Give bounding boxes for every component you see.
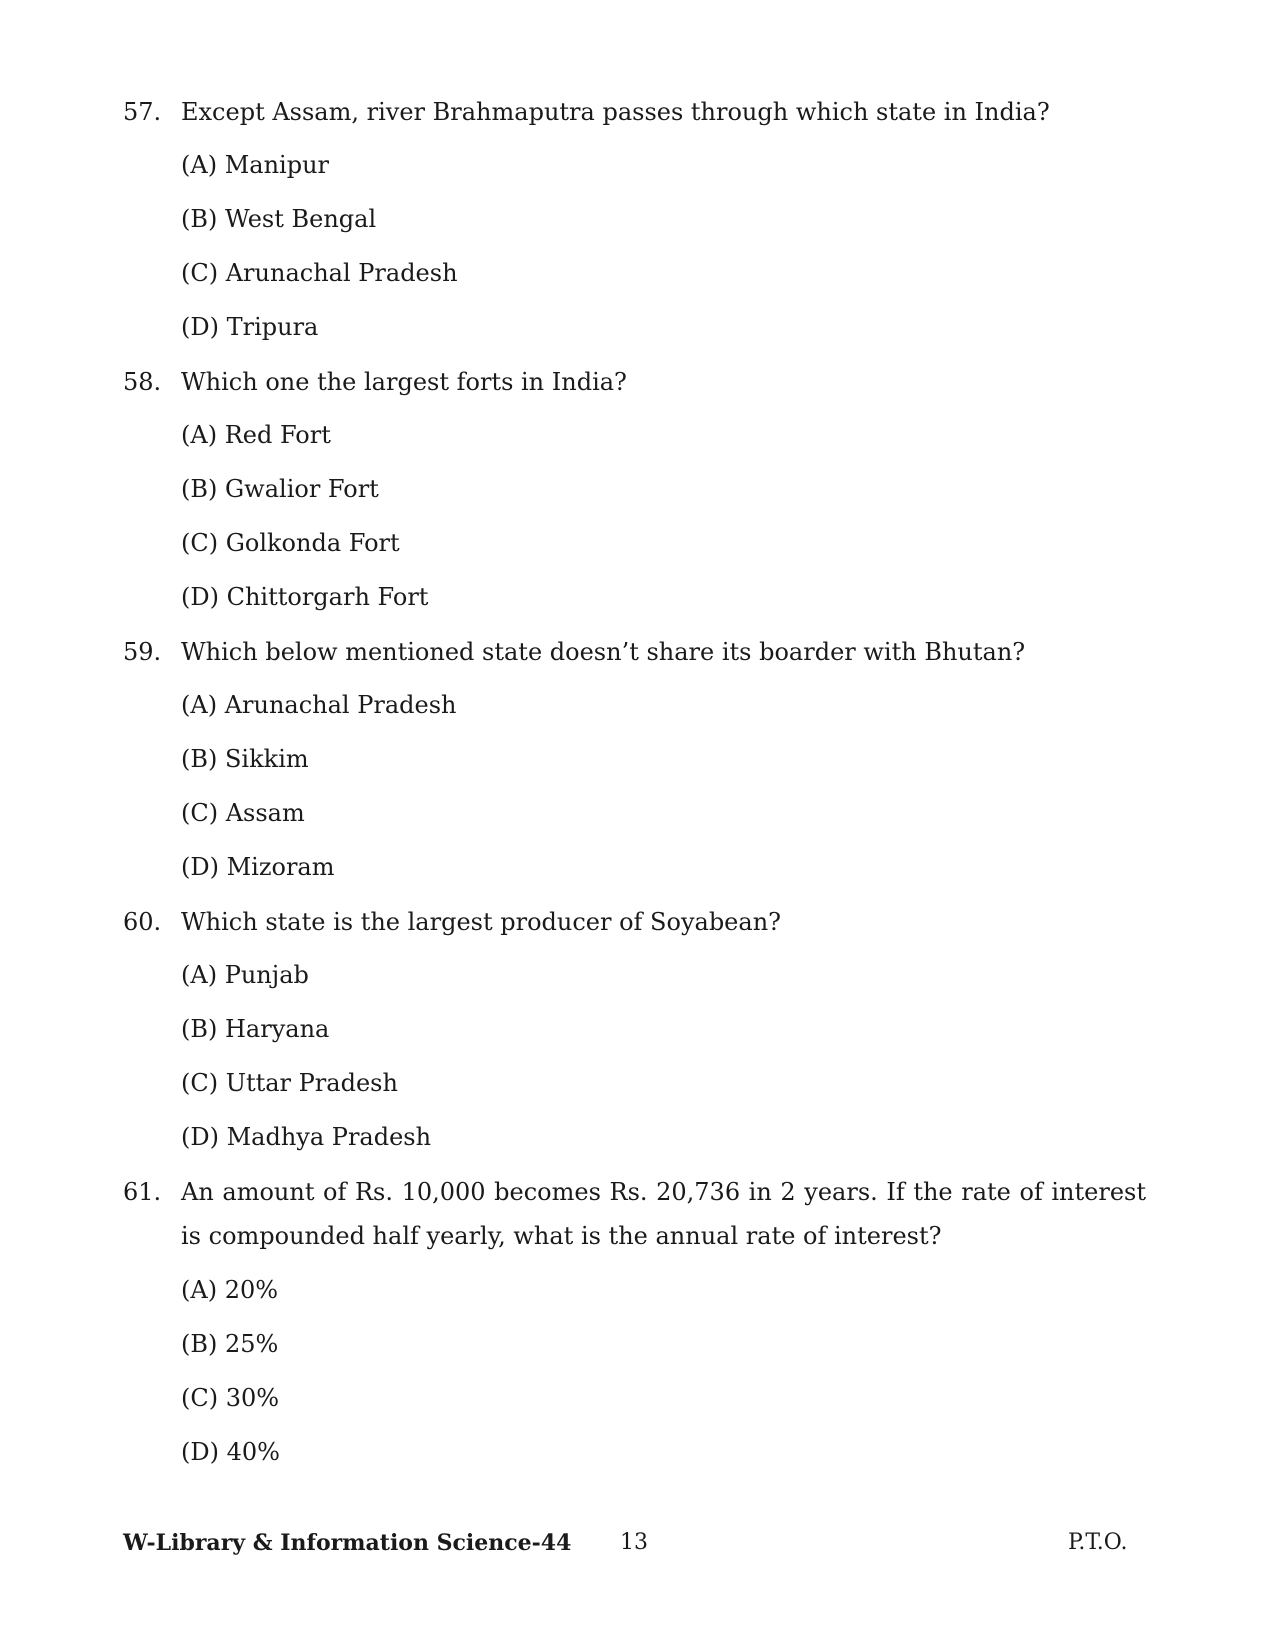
question-text: Which state is the largest producer of Soyabean? — [181, 908, 782, 936]
option-61-b: (B) 25% — [181, 1330, 279, 1358]
option-60-b: (B) Haryana — [181, 1015, 330, 1043]
option-58-a: (A) Red Fort — [181, 421, 331, 449]
page-number: 13 — [620, 1530, 648, 1555]
option-57-b: (B) West Bengal — [181, 205, 377, 233]
pto-label: P.T.O. — [1068, 1530, 1128, 1555]
question-number: 61. — [123, 1178, 162, 1206]
option-60-a: (A) Punjab — [181, 961, 309, 989]
question-number: 60. — [123, 908, 162, 936]
option-58-d: (D) Chittorgarh Fort — [181, 583, 429, 611]
option-60-c: (C) Uttar Pradesh — [181, 1069, 398, 1097]
question-text: An amount of Rs. 10,000 becomes Rs. 20,736 in 2 years. If the rate of interest is compounded half yearly, what is the annual rate of interest? — [181, 1178, 1146, 1250]
question-text: Except Assam, river Brahmaputra passes through which state in India? — [181, 98, 1050, 126]
option-61-a: (A) 20% — [181, 1276, 279, 1304]
option-58-c: (C) Golkonda Fort — [181, 529, 400, 557]
option-57-a: (A) Manipur — [181, 151, 329, 179]
option-57-d: (D) Tripura — [181, 313, 319, 341]
option-59-d: (D) Mizoram — [181, 853, 335, 881]
option-60-d: (D) Madhya Pradesh — [181, 1123, 432, 1151]
option-61-d: (D) 40% — [181, 1438, 280, 1466]
question-number: 57. — [123, 98, 162, 126]
option-59-a: (A) Arunachal Pradesh — [181, 691, 457, 719]
question-text: Which one the largest forts in India? — [181, 368, 627, 396]
question-number: 58. — [123, 368, 162, 396]
option-58-b: (B) Gwalior Fort — [181, 475, 379, 503]
paper-code: W-Library & Information Science-44 — [123, 1530, 572, 1556]
option-59-b: (B) Sikkim — [181, 745, 309, 773]
option-61-c: (C) 30% — [181, 1384, 280, 1412]
question-number: 59. — [123, 638, 162, 666]
question-text: Which below mentioned state doesn’t share its boarder with Bhutan? — [181, 638, 1026, 666]
option-57-c: (C) Arunachal Pradesh — [181, 259, 458, 287]
option-59-c: (C) Assam — [181, 799, 305, 827]
